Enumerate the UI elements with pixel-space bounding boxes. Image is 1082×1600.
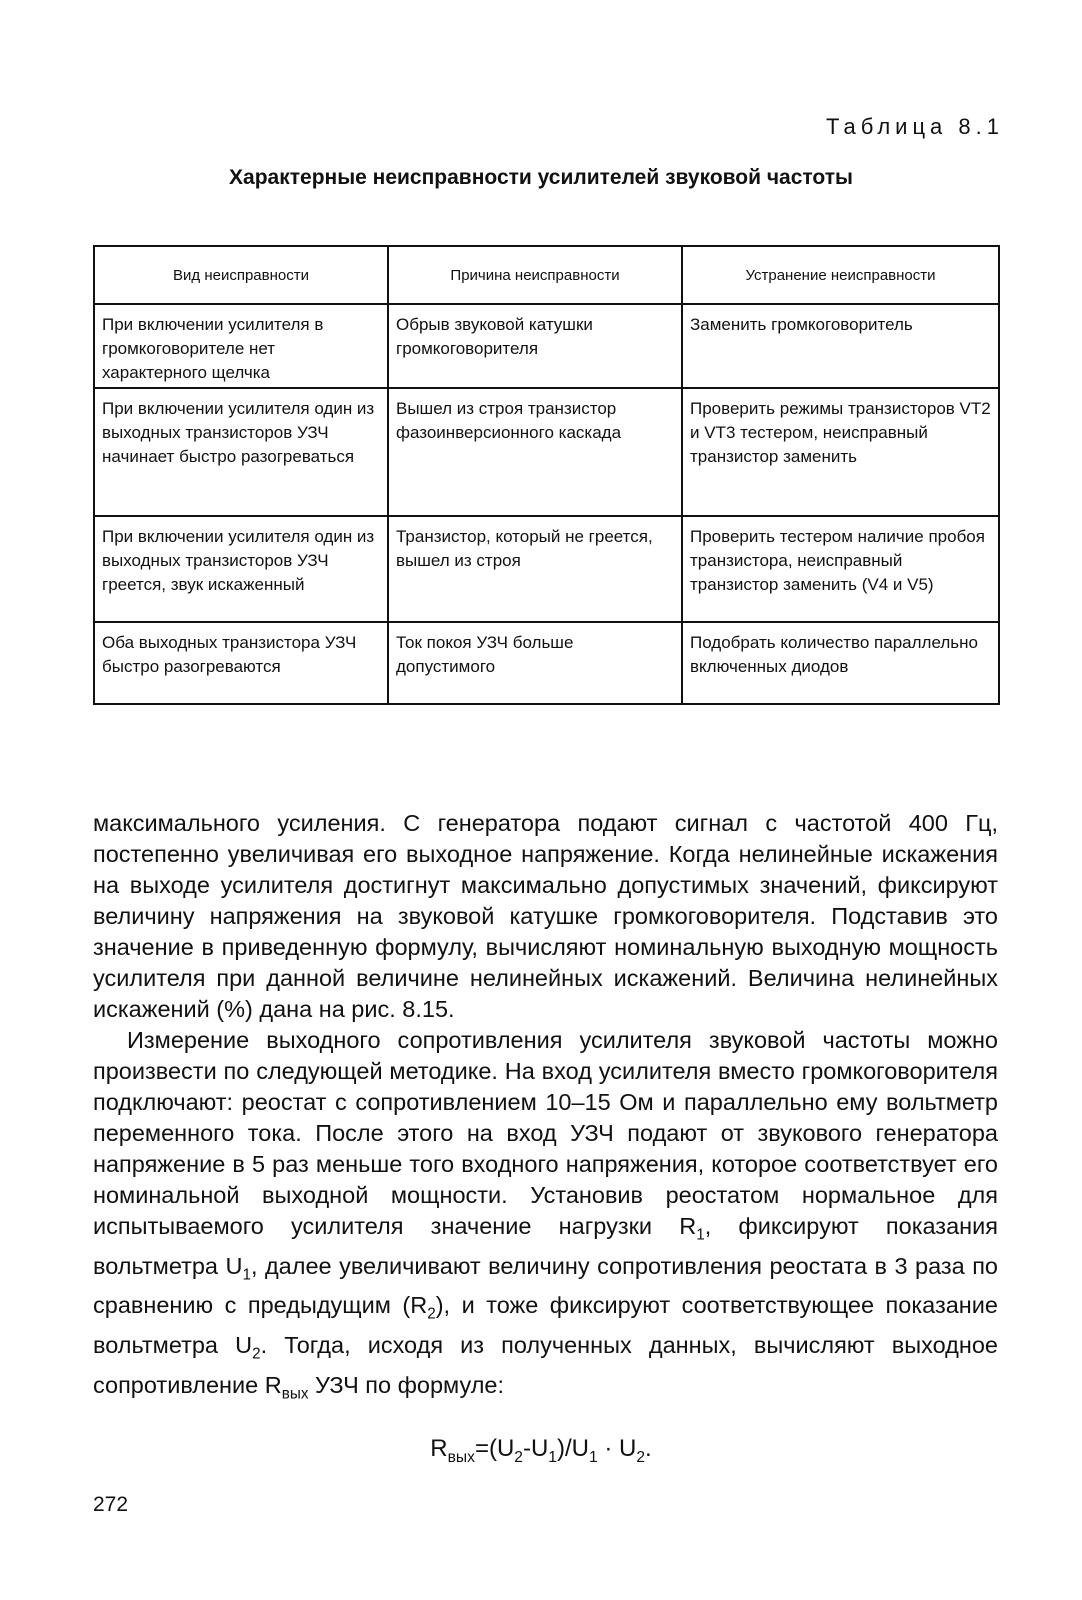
subscript: 2 bbox=[636, 1448, 646, 1466]
formula-part: -U bbox=[522, 1435, 549, 1462]
table-cell: При включении усилителя один из выходных транзисторов УЗЧ начинает быстро разогреваться bbox=[94, 388, 388, 516]
table-cell: Проверить тестером наличие пробоя транзистора, неисправный транзистор заменить (V4 и V5) bbox=[682, 516, 999, 622]
table-cell: Обрыв звуковой катушки громкоговорителя bbox=[388, 304, 682, 388]
formula-part: . bbox=[645, 1435, 652, 1462]
table-row bbox=[94, 304, 999, 388]
table-row bbox=[94, 516, 999, 622]
formula-part: )/U bbox=[556, 1435, 589, 1462]
table-cell: Проверить режимы транзисторов VT2 и VT3 тестером, неисправный транзистор заменить bbox=[682, 388, 999, 516]
subscript: 2 bbox=[514, 1448, 523, 1466]
table-cell: При включении усилителя один из выходных транзисторов УЗЧ греется, звук искаженный bbox=[94, 516, 388, 622]
subscript: 1 bbox=[588, 1448, 598, 1466]
formula-part: =(U bbox=[474, 1435, 515, 1462]
output-resistance-formula bbox=[0, 1435, 1082, 1467]
text-run: , фиксируют показания вольтметра U bbox=[93, 1213, 998, 1279]
body-text bbox=[93, 808, 998, 1409]
table-cell: Подобрать количество параллельно включенных диодов bbox=[682, 622, 999, 704]
subscript: вых bbox=[447, 1448, 475, 1466]
table-row bbox=[94, 388, 999, 516]
table-title: Характерные неисправности усилителей звуковой частоты bbox=[229, 166, 853, 189]
header-fault-type: Вид неисправности bbox=[94, 246, 388, 304]
text-run: , далее увеличивают величину сопротивления реостата в 3 раза по сравнению с предыдущим (R bbox=[93, 1252, 998, 1319]
subscript: 1 bbox=[242, 1266, 251, 1284]
header-fault-fix: Устранение неисправности bbox=[682, 246, 999, 304]
table-header-row bbox=[94, 246, 999, 304]
formula-part: · U bbox=[597, 1435, 637, 1462]
text-run: УЗЧ по формуле: bbox=[308, 1371, 505, 1398]
text-run: ), и тоже фиксируют соответствующее показание вольтметра U bbox=[93, 1292, 998, 1359]
paragraph bbox=[93, 1025, 998, 1409]
page-number: 272 bbox=[93, 1493, 129, 1516]
subscript: 1 bbox=[548, 1448, 557, 1466]
table-cell: Вышел из строя транзистор фазоинверсионного каскада bbox=[388, 388, 682, 516]
paragraph: максимального усиления. С генератора подают сигнал с частотой 400 Гц, постепенно увеличивая его выходное напряжение. Когда нелинейные искажения на выходе усилителя достигнут максимально допустимых значений, фиксируют величину напряжения на звуковой катушке громкоговорителя. Подставив это значение в приведенную формулу, вычисляют номинальную выходную мощность усилителя при данной величине нелинейных искажений. Величина нелинейных искажений (%) дана на рис. 8.15. bbox=[93, 810, 998, 1022]
subscript: 2 bbox=[252, 1345, 261, 1363]
table-label: Таблица 8.1 bbox=[826, 114, 1004, 139]
table-cell: Транзистор, который не греется, вышел из строя bbox=[388, 516, 682, 622]
text-run: . Тогда, исходя из полученных данных, вычисляют выходное сопротивление R bbox=[93, 1332, 998, 1398]
faults-table bbox=[93, 245, 1000, 705]
subscript: 1 bbox=[696, 1226, 705, 1244]
subscript: 2 bbox=[427, 1306, 436, 1324]
table-cell: Оба выходных транзистора УЗЧ быстро разогреваются bbox=[94, 622, 388, 704]
table-cell: Заменить громкоговоритель bbox=[682, 304, 999, 388]
table-cell: При включении усилителя в громкоговорителе нет характерного щелчка bbox=[94, 304, 388, 388]
text-run: Измерение выходного сопротивления усилителя звуковой частоты можно произвести по следующей методике. На вход усилителя вместо громкоговорителя подключают: реостат с сопротивлением 10–15 Ом и параллельно ему вольтметр переменного тока. После этого на вход УЗЧ подают от звукового генератора напряжение в 5 раз меньше того входного напряжения, которое соответствует его номинальной выходной мощности. Установив реостатом нормальное для испытываемого усилителя значение нагрузки R bbox=[93, 1027, 998, 1239]
formula-part: R bbox=[430, 1435, 448, 1462]
table-row bbox=[94, 622, 999, 704]
table-cell: Ток покоя УЗЧ больше допустимого bbox=[388, 622, 682, 704]
header-fault-cause: Причина неисправности bbox=[388, 246, 682, 304]
subscript: вых bbox=[281, 1385, 309, 1403]
